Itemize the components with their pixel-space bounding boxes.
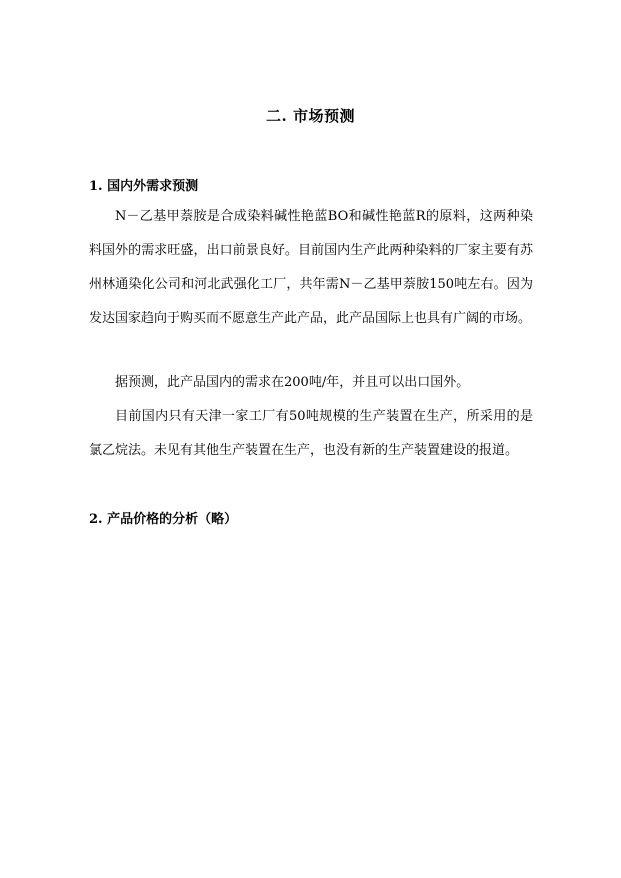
page-title: 二. 市场预测	[266, 107, 355, 125]
paragraph-product-overview: N－乙基甲萘胺是合成染料碱性艳蓝BO和碱性艳蓝R的原料，这两种染料国外的需求旺盛，出口前景良好。目前国内生产此两种染料的厂家主要有苏州林通染化公司和河北武强化工厂，共年需N－乙基甲萘胺150吨左右。因为发达国家趋向于购买而不愿意生产此产品，此产品国际上也具有广阔的市场。	[89, 209, 533, 326]
paragraph-demand-forecast: 据预测，此产品国内的需求在200吨/年，并且可以出口国外。	[115, 375, 470, 390]
paragraph-production-status: 目前国内只有天津一家工厂有50吨规模的生产装置在生产，所采用的是氯乙烷法。未见有其他生产装置在生产，也没有新的生产装置建设的报道。	[89, 409, 533, 458]
section-heading-price-analysis: 2. 产品价格的分析（略）	[89, 512, 238, 527]
section-heading-demand-forecast: 1. 国内外需求预测	[89, 179, 199, 194]
